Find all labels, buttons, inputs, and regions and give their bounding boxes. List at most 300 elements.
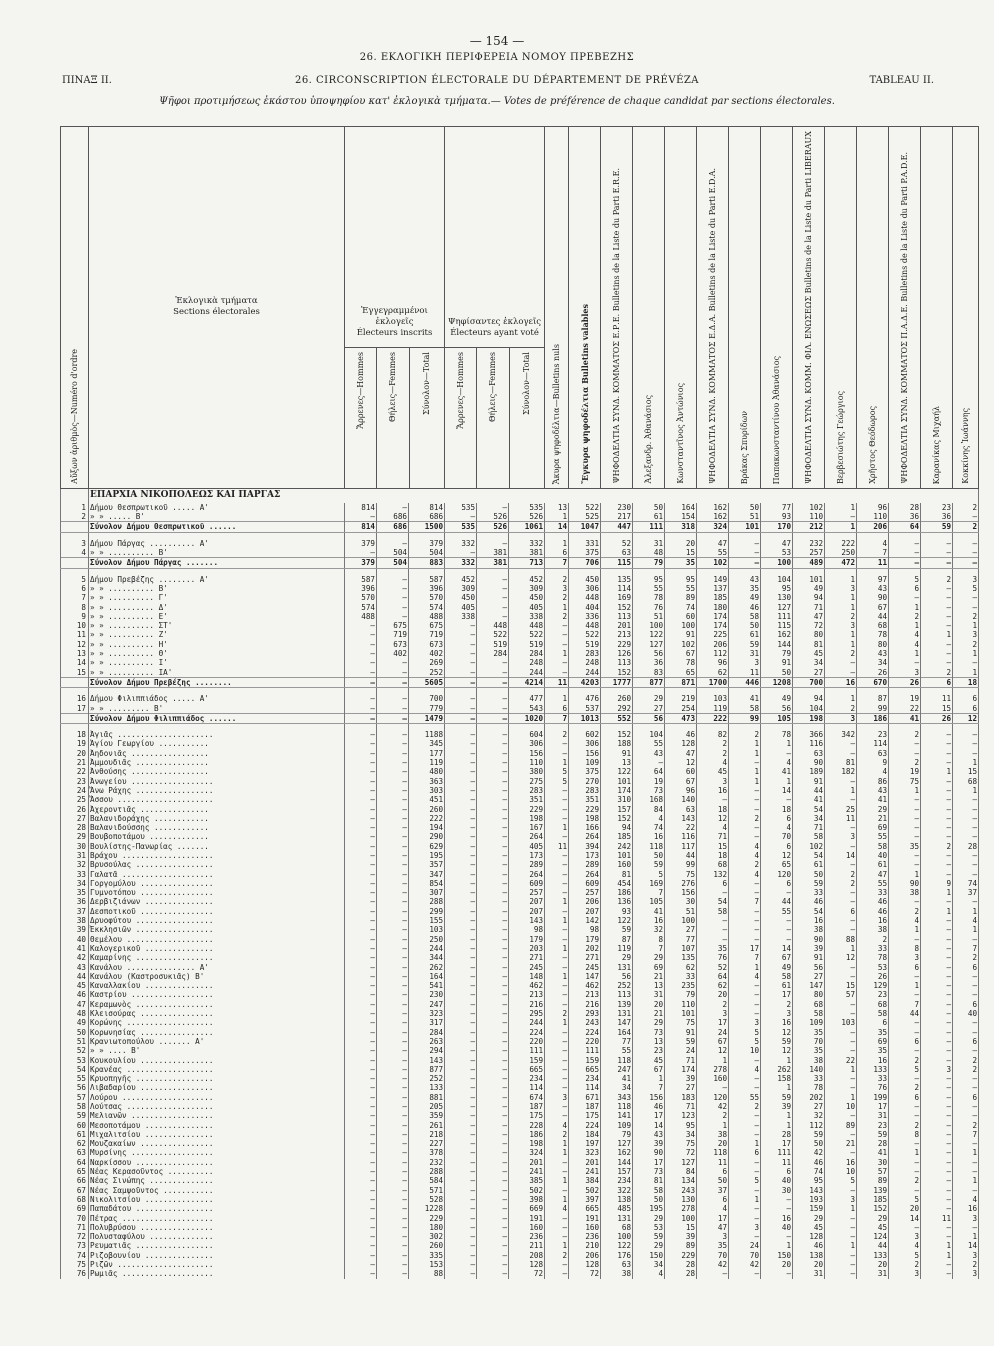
value-cell: — — [445, 1241, 477, 1250]
value-cell: 665 — [509, 1065, 545, 1074]
section-name: Ριζῶν ..................... — [89, 1260, 345, 1269]
value-cell: 522 — [569, 503, 601, 512]
value-cell: 43 — [857, 584, 889, 593]
value-cell: 48 — [633, 548, 665, 558]
value-cell: 2 — [697, 1111, 729, 1120]
value-cell: — — [953, 1186, 979, 1195]
value-cell: 1228 — [409, 1204, 445, 1213]
table-row — [61, 1009, 979, 1018]
value-cell: 63 — [793, 749, 825, 758]
value-cell: 261 — [409, 1121, 445, 1130]
subtotal-row — [61, 558, 979, 568]
value-cell: 211 — [509, 1241, 545, 1250]
value-cell: 331 — [569, 539, 601, 548]
value-cell: 75 — [665, 870, 697, 879]
value-cell: — — [921, 805, 953, 814]
table-row — [61, 1046, 979, 1055]
value-cell: 110 — [665, 1000, 697, 1009]
value-cell: — — [545, 1102, 569, 1111]
value-cell: 220 — [509, 1037, 545, 1046]
value-cell: 20 — [793, 1260, 825, 1269]
table-row — [61, 1195, 979, 1204]
value-cell: — — [921, 1130, 953, 1139]
value-cell: — — [921, 1260, 953, 1269]
value-cell: 35 — [793, 1028, 825, 1037]
value-cell: — — [729, 1000, 761, 1009]
value-cell: — — [825, 1130, 857, 1139]
value-cell: — — [445, 981, 477, 990]
value-cell: — — [377, 1139, 409, 1148]
value-cell: 229 — [409, 1214, 445, 1223]
value-cell: 61 — [761, 981, 793, 990]
value-cell: — — [345, 1130, 377, 1139]
value-cell: 58 — [761, 972, 793, 981]
section-name: Δήμου Θεσπρωτικοῦ ..... Α' — [89, 503, 345, 512]
value-cell: 170 — [761, 522, 793, 532]
value-cell: 67 — [665, 777, 697, 786]
value-cell: 2 — [921, 842, 953, 851]
value-cell: 10 — [825, 1167, 857, 1176]
value-cell: — — [825, 1223, 857, 1232]
section-name: » » .......... Θ' — [89, 649, 345, 658]
value-cell: 381 — [477, 548, 509, 558]
value-cell: 324 — [509, 1148, 545, 1157]
table-row — [61, 758, 979, 767]
value-cell: — — [545, 990, 569, 999]
value-cell: — — [445, 1102, 477, 1111]
value-cell: — — [729, 558, 761, 568]
value-cell: — — [477, 677, 509, 687]
value-cell: — — [377, 1065, 409, 1074]
table-row — [61, 621, 979, 630]
value-cell: 58 — [729, 612, 761, 621]
value-cell: 322 — [601, 1186, 633, 1195]
value-cell: 344 — [409, 953, 445, 962]
value-cell: 3 — [889, 1269, 921, 1278]
value-cell: 877 — [409, 1065, 445, 1074]
table-row — [61, 1232, 979, 1241]
value-cell: 9 — [857, 758, 889, 767]
value-cell: 18 — [761, 805, 793, 814]
value-cell: 4 — [729, 1065, 761, 1074]
value-cell: 58 — [697, 907, 729, 916]
value-cell: 2 — [953, 612, 979, 621]
table-row — [61, 694, 979, 703]
value-cell: 36 — [889, 512, 921, 522]
value-cell: 179 — [569, 935, 601, 944]
value-cell: 446 — [729, 677, 761, 687]
value-cell: 216 — [509, 1000, 545, 1009]
value-cell: — — [953, 990, 979, 999]
value-cell: 609 — [509, 879, 545, 888]
value-cell: 135 — [601, 575, 633, 584]
value-cell: 164 — [665, 503, 697, 512]
value-cell: 118 — [697, 1148, 729, 1157]
value-cell: 535 — [509, 503, 545, 512]
value-cell: 1 — [953, 925, 979, 934]
value-cell: 7 — [729, 897, 761, 906]
value-cell: — — [345, 777, 377, 786]
table-row — [61, 795, 979, 804]
value-cell: 5 — [729, 1037, 761, 1046]
value-cell: 45 — [793, 649, 825, 658]
value-cell: — — [345, 795, 377, 804]
value-cell: 43 — [857, 649, 889, 658]
row-number: 4 — [61, 548, 89, 558]
value-cell: 673 — [377, 640, 409, 649]
value-cell: 5 — [825, 1176, 857, 1185]
value-cell: 55 — [601, 1046, 633, 1055]
value-cell: — — [921, 1139, 953, 1148]
value-cell: — — [477, 1083, 509, 1092]
value-cell: 194 — [409, 823, 445, 832]
value-cell: 128 — [793, 1232, 825, 1241]
value-cell: — — [921, 1204, 953, 1213]
value-cell: 1 — [953, 668, 979, 678]
value-cell: 6 — [953, 1000, 979, 1009]
value-cell: 55 — [857, 832, 889, 841]
row-number — [61, 713, 89, 723]
value-cell: 473 — [665, 713, 697, 723]
value-cell: 84 — [665, 1167, 697, 1176]
value-cell: 220 — [569, 1037, 601, 1046]
value-cell: 1 — [825, 522, 857, 532]
value-cell: 89 — [825, 1121, 857, 1130]
value-cell: 122 — [633, 630, 665, 639]
row-number: 26 — [61, 805, 89, 814]
row-number: 7 — [61, 593, 89, 602]
value-cell: — — [345, 1223, 377, 1232]
value-cell: 247 — [409, 1000, 445, 1009]
value-cell: 504 — [409, 548, 445, 558]
value-cell: 78 — [633, 593, 665, 602]
value-cell: — — [345, 640, 377, 649]
value-cell: 375 — [569, 767, 601, 776]
value-cell: 1 — [545, 1018, 569, 1027]
value-cell: 14 — [633, 1121, 665, 1130]
value-cell: 41 — [857, 1148, 889, 1157]
value-cell: 104 — [633, 730, 665, 739]
value-cell: 5 — [953, 584, 979, 593]
value-cell: — — [445, 739, 477, 748]
value-cell: 448 — [569, 621, 601, 630]
value-cell: 5 — [889, 575, 921, 584]
value-cell: — — [889, 558, 921, 568]
value-cell: — — [953, 1167, 979, 1176]
value-cell: 29 — [601, 953, 633, 962]
row-number: 36 — [61, 897, 89, 906]
value-cell: 1500 — [409, 522, 445, 532]
value-cell: 34 — [665, 1130, 697, 1139]
value-cell: — — [921, 916, 953, 925]
value-cell: 230 — [601, 503, 633, 512]
value-cell: 168 — [633, 795, 665, 804]
value-cell: 4 — [857, 767, 889, 776]
value-cell: 73 — [633, 1167, 665, 1176]
row-number: 3 — [61, 539, 89, 548]
value-cell: — — [477, 832, 509, 841]
value-cell: — — [445, 953, 477, 962]
value-cell: 112 — [793, 1121, 825, 1130]
value-cell: 46 — [793, 1241, 825, 1250]
value-cell: — — [545, 1158, 569, 1167]
value-cell: 5 — [545, 777, 569, 786]
value-cell: — — [953, 603, 979, 612]
value-cell: 81 — [601, 870, 633, 879]
value-cell: 44 — [665, 851, 697, 860]
value-cell: — — [477, 870, 509, 879]
value-cell: 149 — [697, 575, 729, 584]
value-cell: 570 — [345, 593, 377, 602]
province-name: ΕΠΑΡΧΙΑ ΝΙΚΟΠΟΛΕΩΣ ΚΑΙ ΠΑΡΓΑΣ — [89, 488, 979, 503]
value-cell: — — [953, 739, 979, 748]
value-cell: 380 — [509, 767, 545, 776]
value-cell: 293 — [569, 1009, 601, 1018]
value-cell: — — [545, 668, 569, 678]
table-row — [61, 944, 979, 953]
value-cell: 186 — [857, 713, 889, 723]
value-cell: 4 — [697, 823, 729, 832]
value-cell: — — [445, 1214, 477, 1223]
value-cell: 46 — [857, 897, 889, 906]
value-cell: 112 — [697, 649, 729, 658]
header-order: Αὔξων ἀριθμὸς—Numéro d'ordre — [61, 127, 89, 489]
value-cell: 91 — [793, 953, 825, 962]
value-cell: 40 — [857, 851, 889, 860]
value-cell: 213 — [509, 990, 545, 999]
value-cell: 6 — [825, 907, 857, 916]
value-cell: 288 — [409, 1167, 445, 1176]
value-cell: 73 — [633, 1028, 665, 1037]
value-cell: 14 — [953, 1241, 979, 1250]
value-cell: — — [377, 1158, 409, 1167]
value-cell: — — [921, 548, 953, 558]
value-cell: 448 — [569, 593, 601, 602]
row-number: 66 — [61, 1176, 89, 1185]
value-cell: — — [445, 786, 477, 795]
value-cell: — — [729, 1232, 761, 1241]
value-cell: 4 — [857, 539, 889, 548]
value-cell: 100 — [665, 1214, 697, 1223]
value-cell: 206 — [569, 1251, 601, 1260]
value-cell: 283 — [569, 786, 601, 795]
value-cell: 135 — [665, 953, 697, 962]
header-c11: Καρανίκας Μιχαήλ — [921, 127, 953, 489]
value-cell: — — [345, 730, 377, 739]
value-cell: 55 — [729, 1093, 761, 1102]
value-cell: 1700 — [697, 677, 729, 687]
value-cell: 519 — [509, 640, 545, 649]
value-cell: — — [345, 1009, 377, 1018]
header-c9: Χρῆστος Θεόδωρος — [857, 127, 889, 489]
value-cell: 454 — [601, 879, 633, 888]
value-cell: 162 — [601, 1148, 633, 1157]
value-cell: 35 — [697, 1241, 729, 1250]
table-row — [61, 512, 979, 522]
value-cell: — — [953, 1111, 979, 1120]
value-cell: 38 — [697, 1130, 729, 1139]
value-cell: — — [921, 558, 953, 568]
value-cell: 28 — [665, 1260, 697, 1269]
value-cell: 74 — [633, 823, 665, 832]
value-cell: — — [825, 1260, 857, 1269]
row-number: 15 — [61, 668, 89, 678]
table-row — [61, 888, 979, 897]
value-cell: 129 — [857, 981, 889, 990]
value-cell: 18 — [697, 805, 729, 814]
value-cell: — — [445, 1130, 477, 1139]
value-cell: 159 — [793, 1204, 825, 1213]
value-cell: 206 — [697, 640, 729, 649]
value-cell: 59 — [761, 1037, 793, 1046]
value-cell: 317 — [409, 1018, 445, 1027]
table-row — [61, 1241, 979, 1250]
value-cell: 114 — [857, 739, 889, 748]
value-cell: 881 — [409, 1093, 445, 1102]
value-cell: — — [345, 658, 377, 667]
value-cell: 64 — [633, 767, 665, 776]
value-cell: — — [445, 1176, 477, 1185]
value-cell: 3 — [953, 1251, 979, 1260]
value-cell: 28 — [889, 503, 921, 512]
value-cell: 44 — [857, 1241, 889, 1250]
value-cell: 61 — [857, 860, 889, 869]
value-cell: 7 — [729, 953, 761, 962]
value-cell: 31 — [633, 539, 665, 548]
value-cell: 218 — [409, 1130, 445, 1139]
value-cell: — — [825, 916, 857, 925]
value-cell: 3 — [889, 1232, 921, 1241]
value-cell: 14 — [761, 786, 793, 795]
value-cell: 185 — [601, 832, 633, 841]
value-cell: — — [921, 1195, 953, 1204]
value-cell: 324 — [697, 522, 729, 532]
value-cell: — — [345, 621, 377, 630]
section-name: Σύνολον Δήμου Φιλιππιάδος ...... — [89, 713, 345, 723]
value-cell: 6 — [953, 704, 979, 714]
value-cell: 50 — [761, 668, 793, 678]
value-cell: 105 — [761, 713, 793, 723]
value-cell: 6 — [953, 694, 979, 703]
value-cell: 65 — [665, 668, 697, 678]
value-cell: 70 — [729, 1251, 761, 1260]
value-cell: — — [445, 1046, 477, 1055]
value-cell: — — [921, 1093, 953, 1102]
value-cell: 2 — [953, 640, 979, 649]
value-cell: 1 — [545, 1241, 569, 1250]
value-cell: 235 — [665, 981, 697, 990]
value-cell: — — [953, 814, 979, 823]
value-cell: — — [477, 612, 509, 621]
value-cell: 103 — [697, 694, 729, 703]
value-cell: 11 — [729, 668, 761, 678]
value-cell: 59 — [729, 640, 761, 649]
value-cell: 130 — [665, 1195, 697, 1204]
value-cell: — — [477, 1158, 509, 1167]
value-cell: — — [825, 1009, 857, 1018]
value-cell: — — [921, 814, 953, 823]
value-cell: — — [729, 805, 761, 814]
value-cell: 16 — [633, 832, 665, 841]
value-cell: 309 — [509, 584, 545, 593]
value-cell: — — [889, 795, 921, 804]
value-cell: — — [377, 1056, 409, 1065]
value-cell: 502 — [569, 1186, 601, 1195]
section-name: Καλογερικοῦ ............... — [89, 944, 345, 953]
value-cell: 602 — [569, 730, 601, 739]
value-cell: 102 — [793, 842, 825, 851]
value-cell: — — [377, 677, 409, 687]
value-cell: 1 — [825, 1241, 857, 1250]
value-cell: 1 — [545, 649, 569, 658]
value-cell: 50 — [793, 1139, 825, 1148]
value-cell: 587 — [409, 575, 445, 584]
value-cell: — — [345, 823, 377, 832]
value-cell: 98 — [569, 925, 601, 934]
value-cell: — — [377, 713, 409, 723]
value-cell: 82 — [697, 730, 729, 739]
value-cell: — — [445, 777, 477, 786]
value-cell: 98 — [509, 925, 545, 934]
value-cell: — — [921, 870, 953, 879]
value-cell: 115 — [761, 621, 793, 630]
value-cell: — — [445, 730, 477, 739]
value-cell: 4 — [889, 1241, 921, 1250]
value-cell: 243 — [665, 1186, 697, 1195]
value-cell: 57 — [857, 1167, 889, 1176]
value-cell: 41 — [601, 1074, 633, 1083]
value-cell: 114 — [509, 1083, 545, 1092]
value-cell: — — [445, 1232, 477, 1241]
value-cell: — — [545, 1065, 569, 1074]
value-cell: 6 — [761, 879, 793, 888]
table-row — [61, 1074, 979, 1083]
value-cell: 91 — [665, 1028, 697, 1037]
section-name: Πολυσταφύλου .............. — [89, 1232, 345, 1241]
value-cell: — — [889, 1102, 921, 1111]
value-cell: 20 — [857, 1260, 889, 1269]
value-cell: 207 — [509, 907, 545, 916]
value-cell: — — [825, 1074, 857, 1083]
value-cell: 670 — [857, 677, 889, 687]
value-cell: 74 — [665, 603, 697, 612]
value-cell: 95 — [633, 575, 665, 584]
value-cell: 90 — [793, 935, 825, 944]
value-cell: — — [377, 1148, 409, 1157]
value-cell: 21 — [825, 1139, 857, 1148]
value-cell: — — [825, 668, 857, 678]
row-number: 13 — [61, 649, 89, 658]
value-cell: 130 — [761, 593, 793, 602]
value-cell: — — [477, 1204, 509, 1213]
row-number: 20 — [61, 749, 89, 758]
row-number: 6 — [61, 584, 89, 593]
value-cell: — — [345, 1251, 377, 1260]
value-cell: 164 — [601, 1028, 633, 1037]
value-cell: — — [545, 925, 569, 934]
table-row — [61, 1065, 979, 1074]
value-cell: 402 — [377, 649, 409, 658]
value-cell: — — [889, 1074, 921, 1083]
value-cell: 2 — [825, 704, 857, 714]
value-cell: — — [921, 1186, 953, 1195]
value-cell: 14 — [889, 1214, 921, 1223]
value-cell: — — [953, 860, 979, 869]
value-cell: — — [345, 1028, 377, 1037]
value-cell: — — [477, 1251, 509, 1260]
section-name: » » .......... Β' — [89, 584, 345, 593]
value-cell: 103 — [409, 925, 445, 934]
